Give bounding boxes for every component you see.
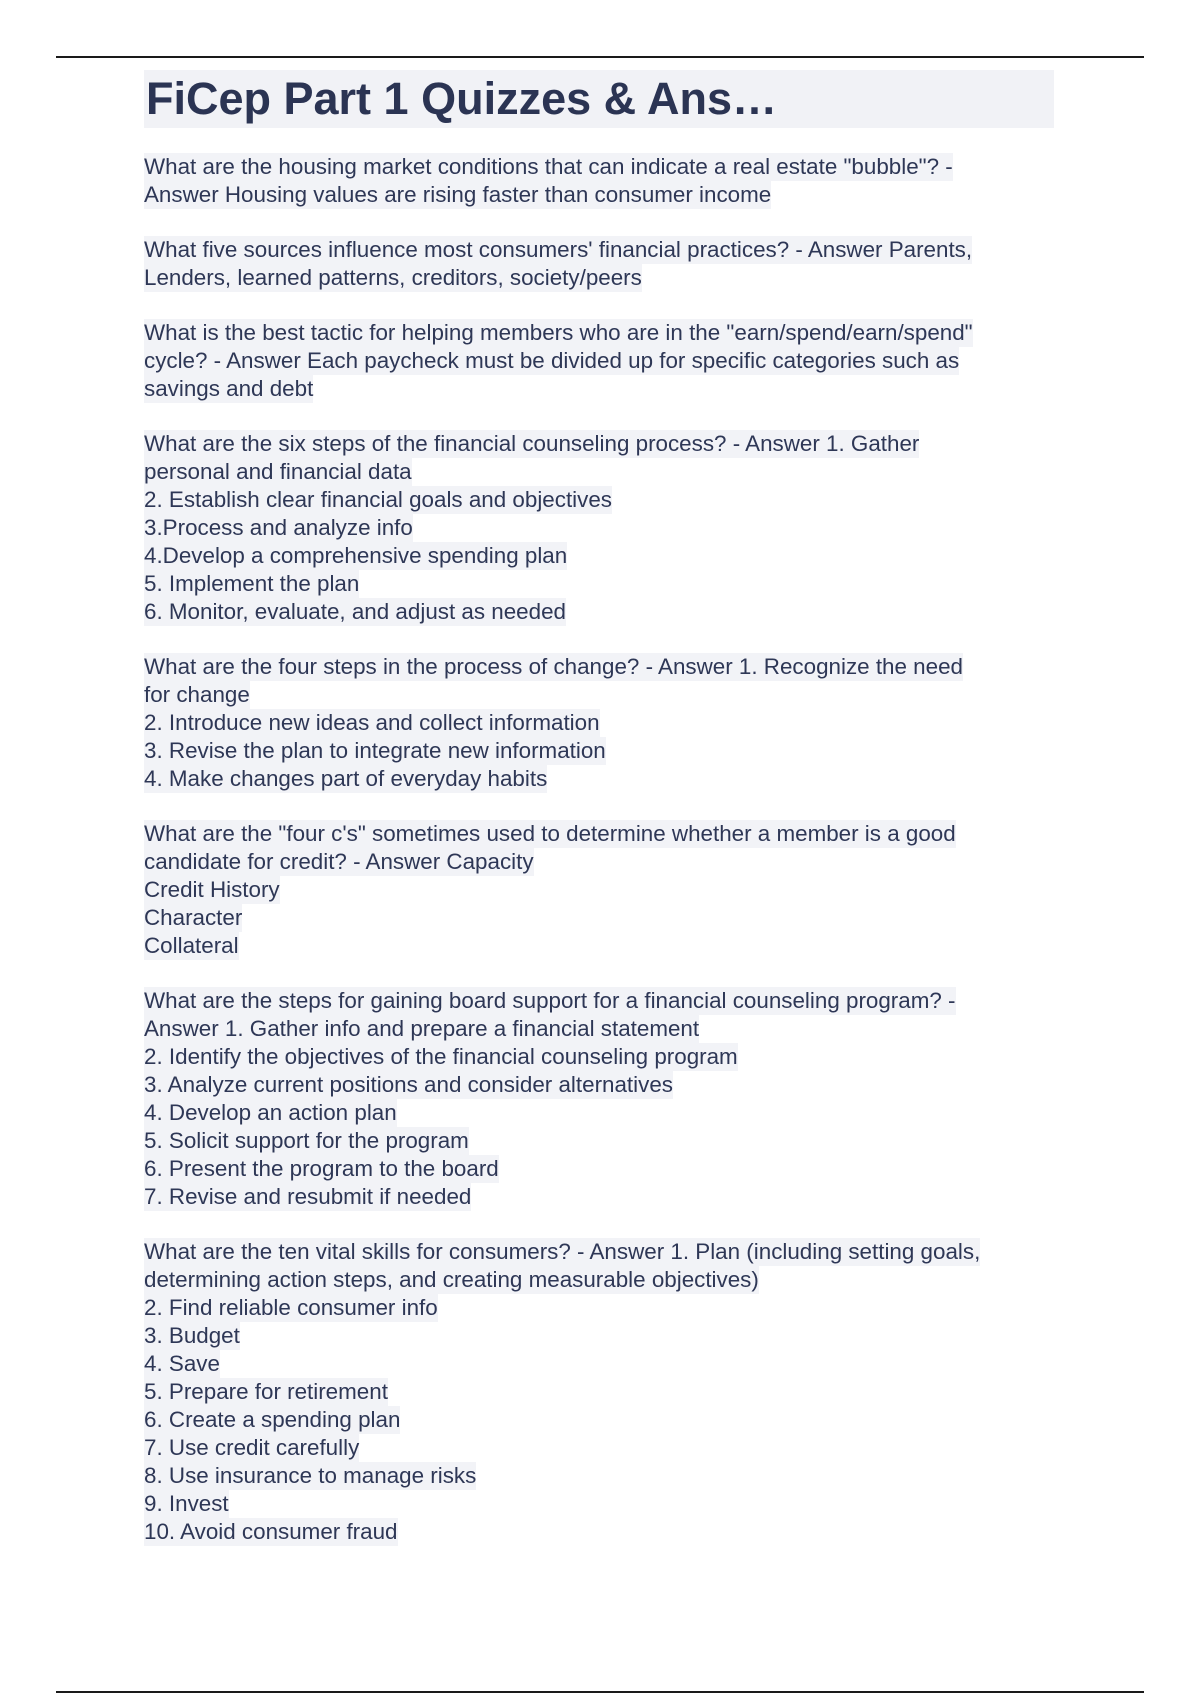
qa-line: What are the ten vital skills for consumers? - Answer 1. Plan (including setting goals, bbox=[144, 1239, 981, 1264]
qa-line: personal and financial data bbox=[144, 459, 412, 484]
qa-line: cycle? - Answer Each paycheck must be divided up for specific categories such as bbox=[144, 348, 960, 373]
qa-line: What is the best tactic for helping members who are in the "earn/spend/earn/spend" bbox=[144, 320, 973, 345]
qa-entry bbox=[144, 319, 1054, 403]
bottom-rule bbox=[56, 1691, 1144, 1693]
qa-line: What are the "four c's" sometimes used to determine whether a member is a good bbox=[144, 821, 956, 846]
qa-line: 7. Revise and resubmit if needed bbox=[144, 1184, 472, 1209]
qa-entry bbox=[144, 987, 1054, 1211]
qa-line: 3. Revise the plan to integrate new information bbox=[144, 738, 606, 763]
qa-line: 5. Solicit support for the program bbox=[144, 1128, 469, 1153]
qa-line: Credit History bbox=[144, 877, 280, 902]
qa-entry bbox=[144, 236, 1054, 292]
qa-line: 8. Use insurance to manage risks bbox=[144, 1463, 477, 1488]
qa-line: determining action steps, and creating measurable objectives) bbox=[144, 1267, 759, 1292]
qa-line: 6. Monitor, evaluate, and adjust as needed bbox=[144, 599, 566, 624]
qa-line: Collateral bbox=[144, 933, 239, 958]
qa-line: candidate for credit? - Answer Capacity bbox=[144, 849, 534, 874]
qa-line: 7. Use credit carefully bbox=[144, 1435, 360, 1460]
qa-line: What are the four steps in the process of change? - Answer 1. Recognize the need bbox=[144, 654, 963, 679]
qa-line: 5. Prepare for retirement bbox=[144, 1379, 388, 1404]
qa-line: 4. Save bbox=[144, 1351, 220, 1376]
qa-line: savings and debt bbox=[144, 376, 314, 401]
qa-entry bbox=[144, 820, 1054, 960]
qa-line: for change bbox=[144, 682, 250, 707]
qa-line: 2. Find reliable consumer info bbox=[144, 1295, 438, 1320]
document-body bbox=[144, 70, 1054, 1573]
top-rule bbox=[56, 56, 1144, 58]
qa-line: 9. Invest bbox=[144, 1491, 229, 1516]
qa-entry bbox=[144, 153, 1054, 209]
qa-entry bbox=[144, 1238, 1054, 1546]
qa-line: Character bbox=[144, 905, 243, 930]
qa-line: 6. Create a spending plan bbox=[144, 1407, 401, 1432]
qa-line: What five sources influence most consumers' financial practices? - Answer Parents, bbox=[144, 237, 973, 262]
qa-line: 3.Process and analyze info bbox=[144, 515, 413, 540]
qa-line: 6. Present the program to the board bbox=[144, 1156, 499, 1181]
qa-line: 5. Implement the plan bbox=[144, 571, 360, 596]
qa-line: 4. Develop an action plan bbox=[144, 1100, 397, 1125]
qa-line: What are the steps for gaining board support for a financial counseling program? - bbox=[144, 988, 956, 1013]
qa-line: 10. Avoid consumer fraud bbox=[144, 1519, 398, 1544]
qa-entry bbox=[144, 430, 1054, 626]
qa-list bbox=[144, 153, 1054, 1546]
qa-line: Lenders, learned patterns, creditors, society/peers bbox=[144, 265, 642, 290]
qa-line: 2. Introduce new ideas and collect information bbox=[144, 710, 600, 735]
qa-line: What are the housing market conditions that can indicate a real estate "bubble"? - bbox=[144, 154, 953, 179]
qa-line: 2. Identify the objectives of the financial counseling program bbox=[144, 1044, 738, 1069]
qa-line: What are the six steps of the financial counseling process? - Answer 1. Gather bbox=[144, 431, 920, 456]
qa-line: 3. Analyze current positions and consider alternatives bbox=[144, 1072, 673, 1097]
qa-line: 4. Make changes part of everyday habits bbox=[144, 766, 548, 791]
qa-line: 4.Develop a comprehensive spending plan bbox=[144, 543, 568, 568]
qa-entry bbox=[144, 653, 1054, 793]
document-title: FiCep Part 1 Quizzes & Ans… bbox=[144, 70, 1054, 128]
qa-line: 3. Budget bbox=[144, 1323, 240, 1348]
qa-line: Answer Housing values are rising faster than consumer income bbox=[144, 182, 772, 207]
qa-line: 2. Establish clear financial goals and objectives bbox=[144, 487, 612, 512]
qa-line: Answer 1. Gather info and prepare a financial statement bbox=[144, 1016, 700, 1041]
